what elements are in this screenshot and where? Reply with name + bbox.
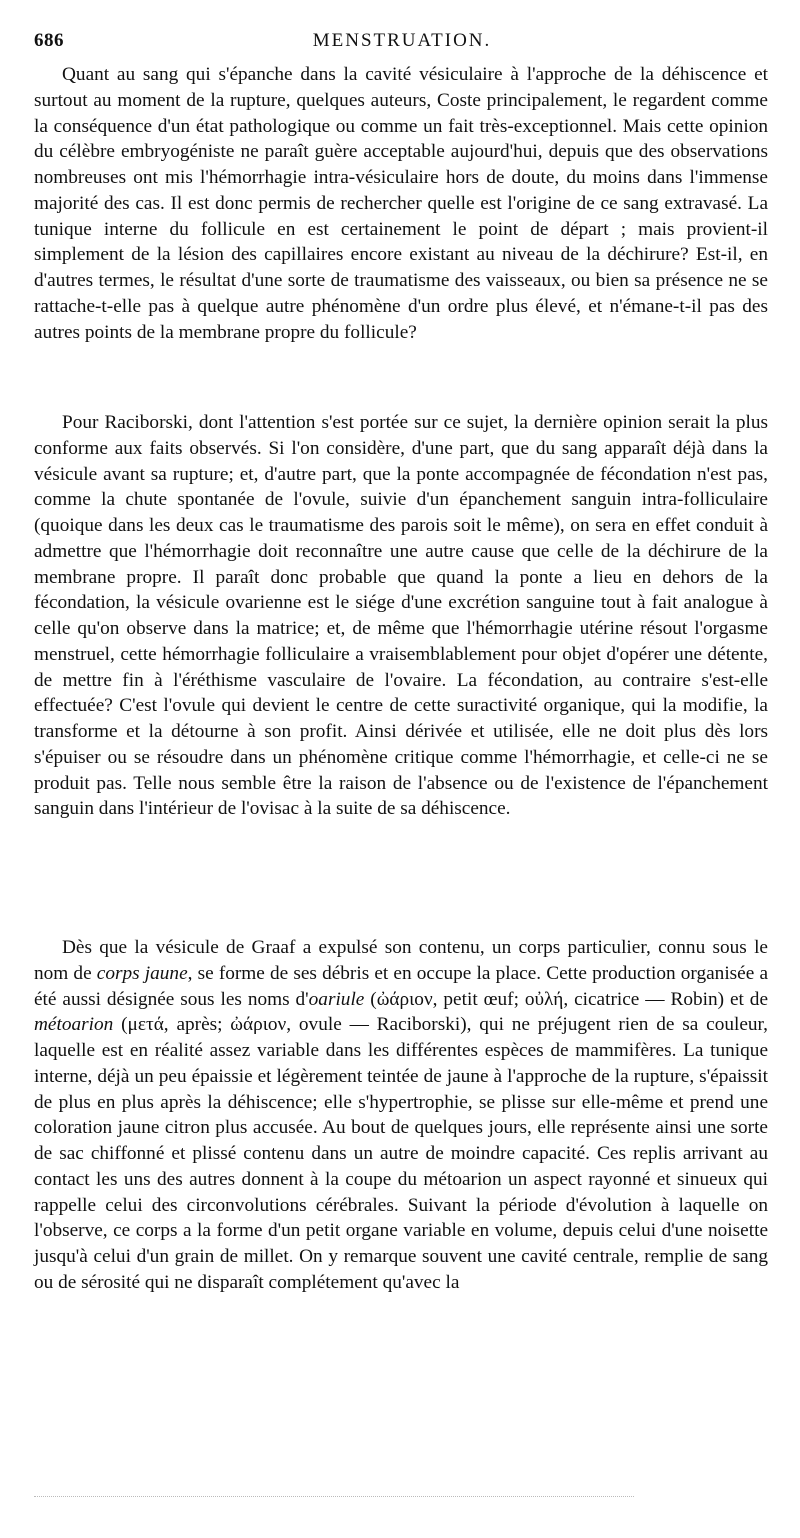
- text-run: Dès que la vésicule de Graaf a expulsé son contenu, un corps particulier, connu sous le nom de: [34, 937, 768, 984]
- footer-rule: [34, 1496, 634, 1497]
- text-run: (ὠάριον, petit œuf; οὐλή, cicatrice — Robin) et de: [364, 988, 768, 1010]
- page-header: [34, 26, 770, 56]
- term-corps-jaune: corps jaune: [96, 962, 188, 984]
- running-title: MENSTRUATION.: [312, 30, 492, 51]
- text-run: (μετά, après; ὠάριον, ovule — Raciborski), qui ne préjugent rien de sa couleur, laquelle est en réalité assez variable dans les différentes espèces de mammifères. La tunique interne, déjà un peu épaissie et légèrement teintée de jaune à l'approche de la rupture, s'épaissit de plus en plus après la déhiscence; elle s'hypertrophie, se plisse sur elle-même et prend une coloration jaune citron plus accusée. Au bout de quelques jours, elle représente ainsi une sorte de sac chiffonné et plissé contenu dans un autre de moindre capacité. Ces replis arrivant au contact les uns des autres donnent à la coupe du métoarion un aspect rayonné et sinueux qui rappelle celui des circonvolutions cérébrales. Suivant la période d'évolution à laquelle on l'observe, ce corps a la forme d'un petit organe variable en volume, depuis celui d'une noisette jusqu'à celui d'un grain de millet. On y remarque souvent une cavité centrale, remplie de sang ou de sérosité qui ne disparaît complétement qu'avec la: [34, 1014, 768, 1293]
- term-oariule: oariule: [308, 988, 365, 1010]
- paragraph-corps-jaune: [34, 935, 768, 1296]
- text-run: , se forme de ses débris et en occupe la place. Cette production organisée a été aussi désignée sous les noms d': [34, 962, 769, 1010]
- term-metoarion: métoarion: [34, 1014, 114, 1036]
- page-number: 686: [34, 30, 64, 51]
- paragraph-raciborski: Pour Raciborski, dont l'attention s'est portée sur ce sujet, la dernière opinion serait la plus conforme aux faits observés. Si l'on considère, d'une part, que du sang apparaît déjà dans la vésicule avant sa rupture; et, d'autre part, que la ponte accompagnée de fécondation n'est pas, comme la chute spontanée de l'ovule, suivie d'un épanchement sanguin intra-folliculaire (quoique dans les deux cas le traumatisme des parois soit le même), on sera en effet conduit à admettre que l'hémorrhagie doit reconnaître une autre cause que celle de la déchirure de la membrane propre. Il paraît donc probable que quand la ponte a lieu en dehors de la fécondation, la vésicule ovarienne est le siége d'une excrétion sanguine tout à fait analogue à celle qu'on observe dans la matrice; et, de même que l'hémorrhagie utérine résout l'orgasme menstruel, cette hémorrhagie folliculaire a vraisemblablement pour objet d'opérer une détente, de mettre fin à l'éréthisme vasculaire de l'ovaire. La fécondation, au contraire s'est-elle effectuée? C'est l'ovule qui devient le centre de cette suractivité organique, qui la modifie, la transforme et la détourne à son profit. Ainsi dérivée et utilisée, elle ne doit plus dès lors s'épuiser ou se résoudre dans un phénomène critique comme l'hémorrhagie, et celle-ci ne se produit pas. Telle nous semble être la raison de l'absence ou de l'existence de l'épanchement sanguin dans l'intérieur de l'ovisac à la suite de sa déhiscence.: [34, 412, 768, 820]
- paragraph-sang-epanche: Quant au sang qui s'épanche dans la cavité vésiculaire à l'approche de la déhiscence et surtout au moment de la rupture, quelques auteurs, Coste principalement, le regardent comme la conséquence d'un état pathologique ou comme un fait très-exceptionnel. Mais cette opinion du célèbre embryogéniste ne paraît guère acceptable aujourd'hui, depuis que des observations nombreuses ont mis l'hémorrhagie intra-vésiculaire hors de doute, du moins dans l'immense majorité des cas. Il est donc permis de rechercher quelle est l'origine de ce sang extravasé. La tunique interne du follicule en est certainement le point de départ ; mais provient-il simplement de la lésion des capillaires encore existant au niveau de la déchirure? Est-il, en d'autres termes, le résultat d'une sorte de traumatisme des vaisseaux, ou bien sa présence ne se rattache-t-elle pas à quelque autre phénomène d'un ordre plus élevé, et n'émane-t-il pas des autres points de la membrane propre du follicule?: [34, 64, 768, 343]
